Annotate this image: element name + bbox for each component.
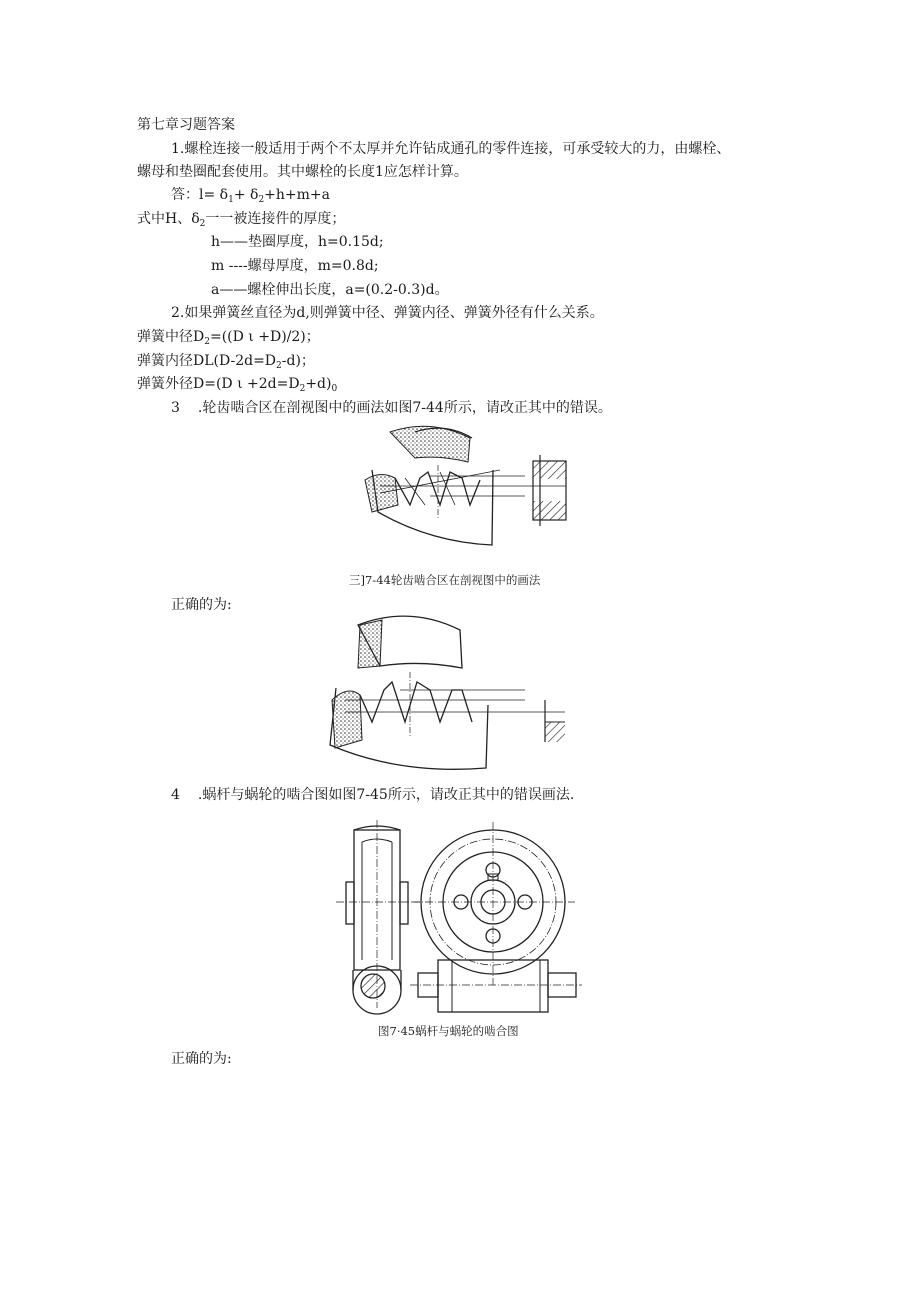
q4-number: 4 (171, 787, 180, 803)
q3-number: 3 (171, 400, 180, 416)
where-text: 一一被连接件的厚度； (205, 211, 346, 227)
q2-text: -d)； (281, 353, 315, 369)
figure-7-44-caption: 三]7-44轮齿啮合区在剖视图中的画法 (349, 573, 541, 587)
q3-text: .轮齿啮合区在剖视图中的画法如图7-44所示，请改正其中的错误。 (197, 400, 612, 416)
q4-correct-label: 正确的为: (171, 1051, 232, 1067)
formula-part: l= δ (199, 187, 229, 203)
formula-part: + δ (233, 187, 259, 203)
q2-sub: 2 (204, 337, 210, 347)
page-title: 第七章习题答案 (137, 117, 235, 133)
q2-text: 弹簧外径D=(D ι +2d=D (137, 376, 300, 392)
figure-7-45-caption: 图7·45蜗杆与蜗轮的啮合图 (378, 1024, 519, 1038)
q1-text-line1: 1.螺栓连接一般适用于两个不太厚并允许钻成通孔的零件连接，可承受较大的力，由螺栓、 (171, 141, 731, 157)
q2-sub: 2 (276, 361, 282, 371)
answer-prefix: 答： (171, 187, 199, 203)
formula-sub: 1 (228, 195, 234, 205)
q2-sub: 0 (331, 384, 338, 394)
q1-text-line2: 螺母和垫圈配套使用。其中螺栓的长度1应怎样计算。 (137, 164, 468, 180)
q2-text: 弹簧内径DL(D-2d=D (137, 353, 277, 369)
q2-sub: 2 (299, 384, 306, 394)
q2-text: 弹簧中径D (137, 329, 205, 345)
formula-part: +h+m+a (264, 187, 331, 203)
q2-text: +d) (305, 376, 332, 392)
q2-question: 2.如果弹簧丝直径为d,则弹簧中径、弹簧内径、弹簧外径有什么关系。 (171, 305, 604, 321)
q1-m-line: m ----螺母厚度，m=0.8d; (211, 258, 379, 274)
where-sub: 2 (199, 219, 206, 229)
formula-sub: 2 (258, 195, 265, 205)
q4-text: .蜗杆与蜗轮的啮合图如图7-45所示，请改正其中的错误画法. (197, 787, 575, 803)
q3-correct-label: 正确的为: (171, 597, 232, 613)
q1-h-line: h——垫圈厚度，h=0.15d; (211, 234, 384, 250)
q2-text: =((D ι +D)/2)； (209, 329, 320, 345)
where-text: 式中H、δ (137, 211, 200, 227)
q1-a-line: a——螺栓伸出长度，a=(0.2-0.3)d。 (211, 282, 449, 298)
